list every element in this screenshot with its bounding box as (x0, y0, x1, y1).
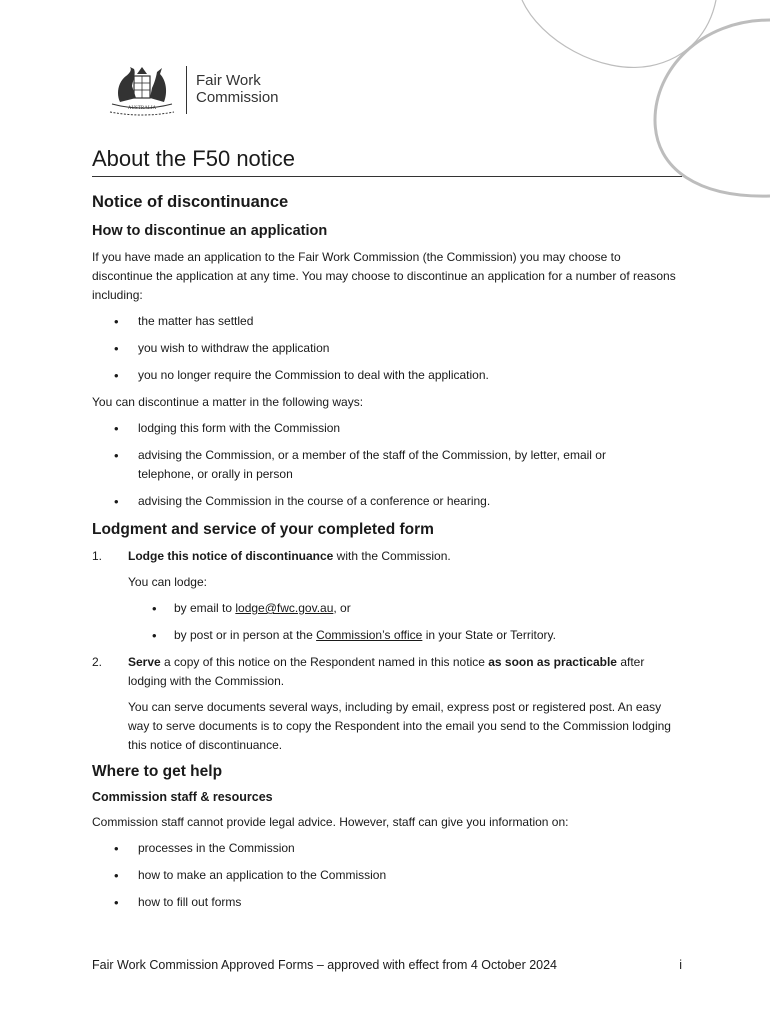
section-heading-notice: Notice of discontinuance (92, 193, 289, 211)
step-1-bold: Lodge this notice of discontinuance (128, 549, 334, 563)
list-item: • how to make an application to the Commission (92, 866, 682, 885)
coat-of-arms-icon (106, 64, 178, 116)
step-1 (92, 547, 682, 645)
step-number: 2. (92, 655, 103, 669)
logo-divider (186, 66, 187, 114)
list-item: • by post or in person at the Commission’s office in your State or Territory. (128, 626, 682, 645)
logo-text (196, 72, 279, 106)
lodge-methods-list (128, 599, 682, 645)
list-item: • advising the Commission, or a member of the staff of the Commission, by letter, email or telephone, or orally in person (92, 446, 682, 484)
page-title: About the F50 notice (92, 144, 682, 177)
help-intro: Commission staff cannot provide legal advice. However, staff can give you information on: (92, 815, 569, 829)
can-lodge-text: You can lodge: (128, 575, 207, 589)
step-2-bold-serve: Serve (128, 655, 161, 669)
step-2: 2. Serve a copy of this notice on the Respondent named in this notice as soon as practicable after lodging with the Commission. You can serve documents several ways, including by email, express post or registered post. An easy way to serve documents is to copy the Respondent into the email you send to the Commission lodging this notice of discontinuance. (92, 653, 682, 755)
section-heading-help: Where to get help (92, 763, 223, 780)
lodgment-steps (92, 547, 682, 755)
list-item: • by email to lodge@fwc.gov.au, or (128, 599, 682, 618)
list-item: • lodging this form with the Commission (92, 419, 682, 438)
step-number: 1. (92, 549, 103, 563)
fwc-logo (106, 64, 296, 116)
lodge-email-link[interactable]: lodge@fwc.gov.au (235, 601, 334, 615)
ways-list (92, 419, 682, 511)
step-2-bold-asap: as soon as practicable (488, 655, 617, 669)
list-item: • how to fill out forms (92, 893, 682, 912)
subheading-how-to-discontinue: How to discontinue an application (92, 223, 328, 239)
page-number: i (679, 958, 682, 972)
help-list (92, 839, 682, 912)
document-body (92, 190, 682, 912)
subheading-staff-resources: Commission staff & resources (92, 790, 273, 804)
section-heading-lodgment: Lodgment and service of your completed form (92, 521, 434, 538)
intro-paragraph: If you have made an application to the Fair Work Commission (the Commission) you may choose to discontinue the application at any time. You may choose to discontinue an application for a number of reasons including: (92, 250, 676, 302)
step-1-text: with the Commission. (333, 549, 451, 563)
list-item: • processes in the Commission (92, 839, 682, 858)
ways-intro: You can discontinue a matter in the following ways: (92, 395, 364, 409)
logo-line-1: Fair Work (196, 72, 261, 89)
commission-office-link[interactable]: Commission’s office (316, 628, 423, 642)
reasons-list (92, 312, 682, 385)
list-item: • you no longer require the Commission to deal with the application. (92, 366, 682, 385)
page-footer (92, 956, 682, 974)
crest-text: AUSTRALIA (127, 106, 157, 111)
list-item: • advising the Commission in the course of a conference or hearing. (92, 492, 682, 511)
list-item: • the matter has settled (92, 312, 682, 331)
list-item: • you wish to withdraw the application (92, 339, 682, 358)
logo-line-2: Commission (196, 89, 279, 106)
footer-text: Fair Work Commission Approved Forms – approved with effect from 4 October 2024 (92, 958, 558, 972)
serve-paragraph: You can serve documents several ways, including by email, express post or registered post. An easy way to serve documents is to copy the Respondent into the email you send to the Commission lodging this notice of discontinuance. (128, 700, 671, 752)
